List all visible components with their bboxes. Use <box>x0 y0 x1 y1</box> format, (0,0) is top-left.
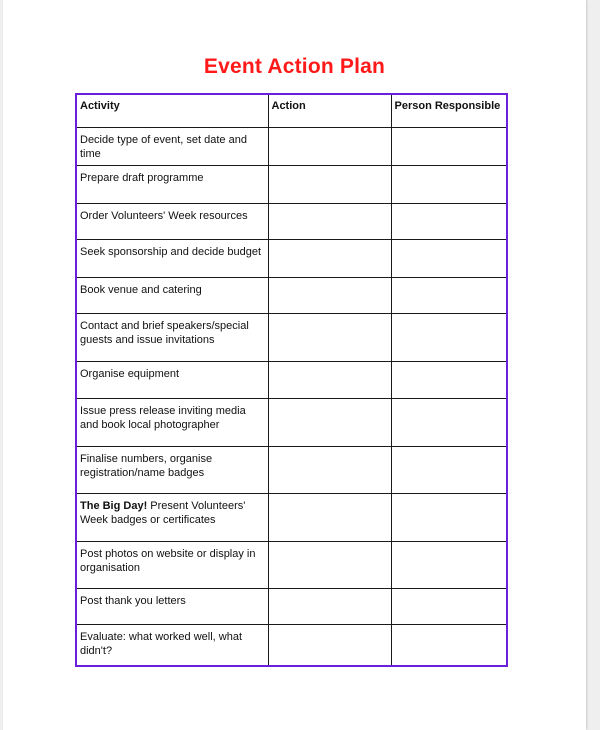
action-cell[interactable] <box>268 313 391 361</box>
action-cell[interactable] <box>268 493 391 541</box>
activity-cell <box>76 277 268 313</box>
table-row <box>76 277 507 313</box>
table-row <box>76 313 507 361</box>
person-responsible-cell[interactable] <box>391 239 507 277</box>
table-row <box>76 493 507 541</box>
activity-cell <box>76 398 268 446</box>
activity-cell <box>76 493 268 541</box>
activity-text: Contact and brief speakers/special guests and issue invitations <box>80 319 249 346</box>
action-cell[interactable] <box>268 588 391 624</box>
header-person-responsible: Person Responsible <box>391 94 507 127</box>
table-row <box>76 588 507 624</box>
activity-text: Issue press release inviting media and book local photographer <box>80 404 246 431</box>
action-cell[interactable] <box>268 541 391 588</box>
action-cell[interactable] <box>268 361 391 398</box>
activity-cell <box>76 541 268 588</box>
person-responsible-cell[interactable] <box>391 588 507 624</box>
activity-cell <box>76 313 268 361</box>
table-row <box>76 361 507 398</box>
activity-cell <box>76 624 268 666</box>
table-row <box>76 165 507 203</box>
activity-cell <box>76 361 268 398</box>
document-page <box>3 0 586 730</box>
activity-text: Evaluate: what worked well, what didn't? <box>80 630 243 657</box>
table-row <box>76 239 507 277</box>
activity-text: Decide type of event, set date and time <box>80 133 247 160</box>
activity-text: Order Volunteers' Week resources <box>80 209 248 222</box>
table-row <box>76 127 507 165</box>
person-responsible-cell[interactable] <box>391 493 507 541</box>
person-responsible-cell[interactable] <box>391 277 507 313</box>
action-cell[interactable] <box>268 446 391 493</box>
table-header-row <box>76 94 507 127</box>
table-row <box>76 203 507 239</box>
action-cell[interactable] <box>268 203 391 239</box>
activity-cell <box>76 203 268 239</box>
action-cell[interactable] <box>268 239 391 277</box>
activity-text: Post thank you letters <box>80 594 186 607</box>
table-row <box>76 398 507 446</box>
action-plan-table <box>75 93 508 667</box>
action-cell[interactable] <box>268 127 391 165</box>
person-responsible-cell[interactable] <box>391 203 507 239</box>
person-responsible-cell[interactable] <box>391 165 507 203</box>
activity-text: Prepare draft programme <box>80 171 204 184</box>
person-responsible-cell[interactable] <box>391 398 507 446</box>
table-row <box>76 624 507 666</box>
activity-cell <box>76 127 268 165</box>
action-cell[interactable] <box>268 165 391 203</box>
person-responsible-cell[interactable] <box>391 446 507 493</box>
activity-text: Post photos on website or display in organisation <box>80 547 256 574</box>
person-responsible-cell[interactable] <box>391 361 507 398</box>
activity-text: Book venue and catering <box>80 283 202 296</box>
action-cell[interactable] <box>268 398 391 446</box>
header-activity: Activity <box>76 94 268 127</box>
table-row <box>76 541 507 588</box>
activity-cell <box>76 446 268 493</box>
action-cell[interactable] <box>268 624 391 666</box>
activity-text: Finalise numbers, organise registration/name badges <box>80 452 213 479</box>
person-responsible-cell[interactable] <box>391 541 507 588</box>
activity-cell <box>76 239 268 277</box>
activity-cell <box>76 588 268 624</box>
activity-lead: The Big Day! <box>80 499 148 512</box>
page-title: Event Action Plan <box>203 55 386 78</box>
activity-cell <box>76 165 268 203</box>
action-cell[interactable] <box>268 277 391 313</box>
person-responsible-cell[interactable] <box>391 624 507 666</box>
activity-text: Present Volunteers' Week badges or certificates <box>80 499 246 526</box>
person-responsible-cell[interactable] <box>391 313 507 361</box>
person-responsible-cell[interactable] <box>391 127 507 165</box>
activity-text: Organise equipment <box>80 367 180 380</box>
activity-text: Seek sponsorship and decide budget <box>80 245 262 258</box>
header-action: Action <box>268 94 391 127</box>
table-row <box>76 446 507 493</box>
